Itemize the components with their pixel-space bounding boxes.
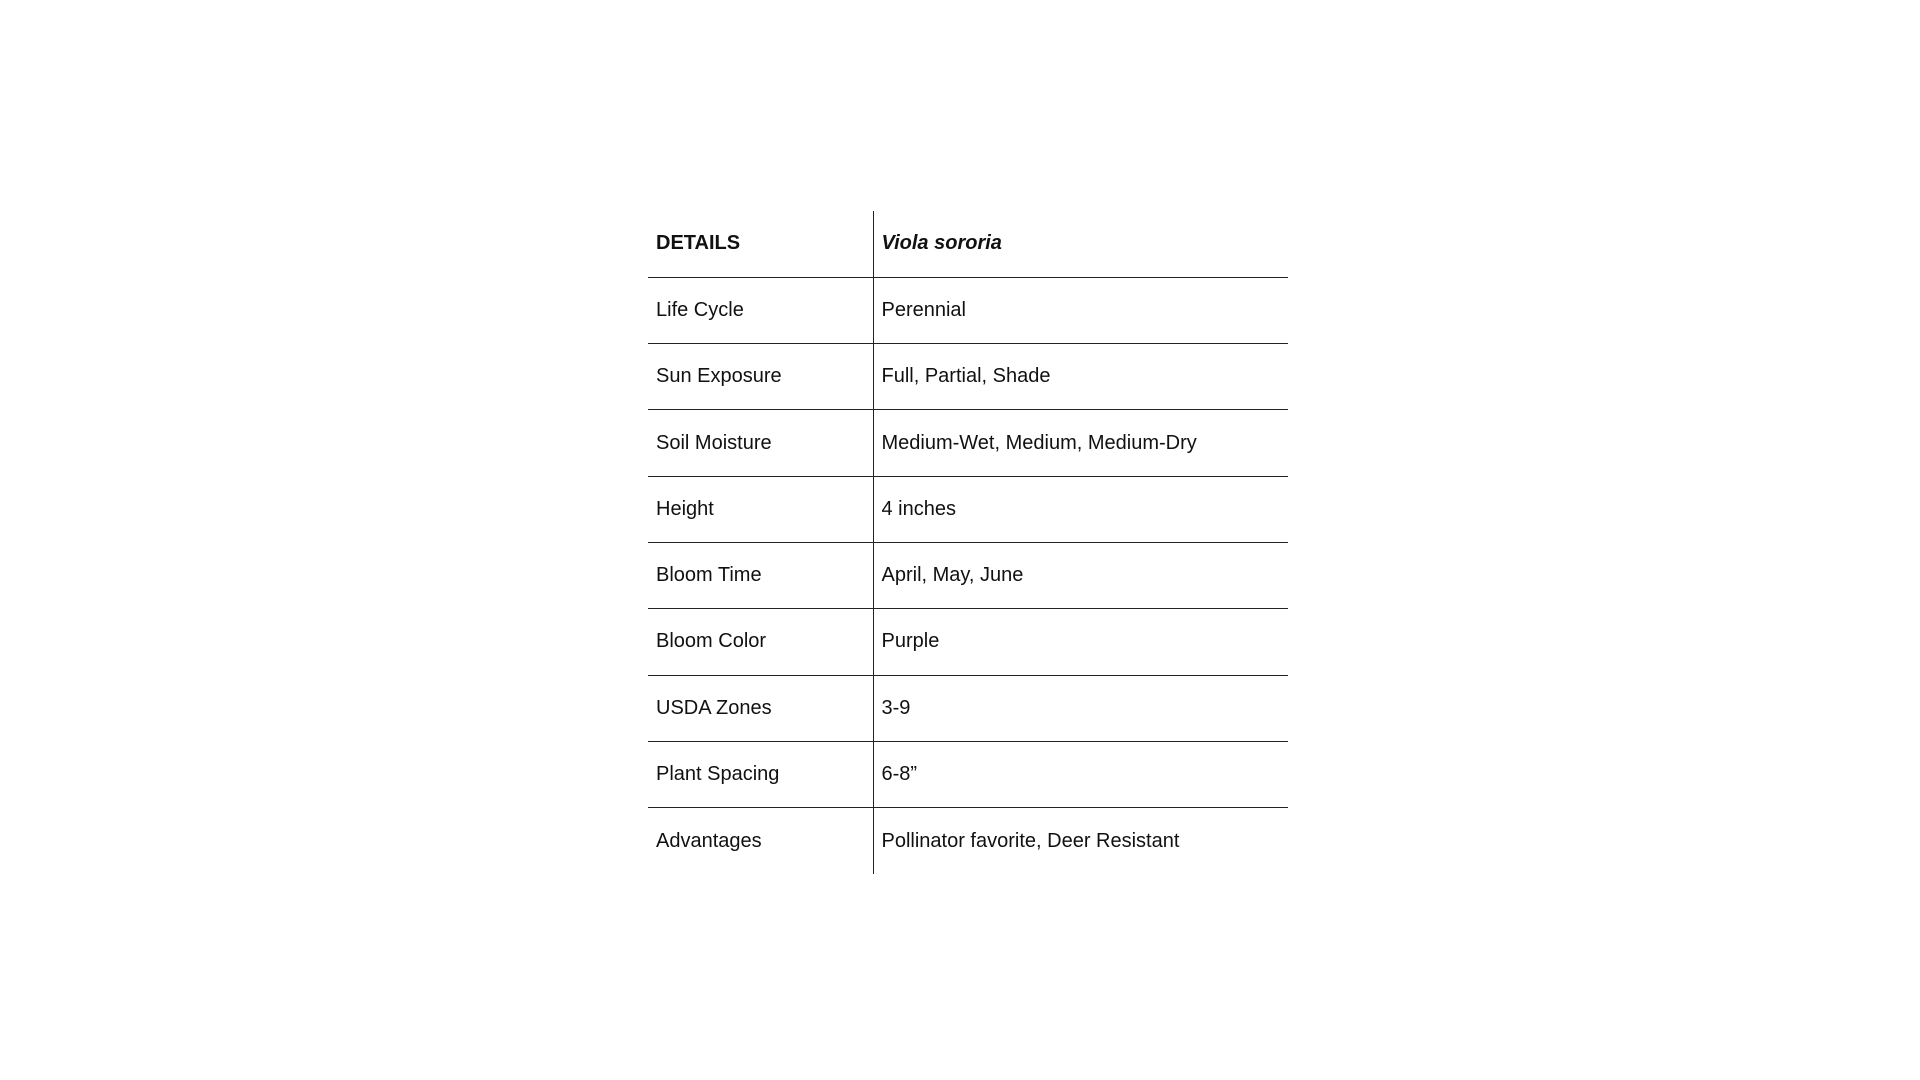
table-row [648, 808, 1288, 874]
row-value-sun-exposure: Full, Partial, Shade [873, 344, 1288, 410]
row-label-bloom-time: Bloom Time [648, 542, 873, 608]
table-row [648, 476, 1288, 542]
table-row [648, 344, 1288, 410]
header-details-label: DETAILS [648, 211, 873, 277]
row-label-usda-zones: USDA Zones [648, 675, 873, 741]
table-row [648, 542, 1288, 608]
table-row [648, 741, 1288, 807]
row-value-soil-moisture: Medium-Wet, Medium, Medium-Dry [873, 410, 1288, 476]
table-row [648, 675, 1288, 741]
row-value-life-cycle: Perennial [873, 277, 1288, 343]
row-value-usda-zones: 3-9 [873, 675, 1288, 741]
row-value-bloom-color: Purple [873, 609, 1288, 675]
row-value-bloom-time: April, May, June [873, 542, 1288, 608]
table-row [648, 410, 1288, 476]
table-header-row [648, 211, 1288, 277]
row-label-soil-moisture: Soil Moisture [648, 410, 873, 476]
row-value-height: 4 inches [873, 476, 1288, 542]
row-label-bloom-color: Bloom Color [648, 609, 873, 675]
header-species-name: Viola sororia [873, 211, 1288, 277]
table-row [648, 609, 1288, 675]
plant-details-table [648, 211, 1288, 874]
row-label-life-cycle: Life Cycle [648, 277, 873, 343]
row-label-plant-spacing: Plant Spacing [648, 741, 873, 807]
row-label-height: Height [648, 476, 873, 542]
row-label-advantages: Advantages [648, 808, 873, 874]
row-label-sun-exposure: Sun Exposure [648, 344, 873, 410]
table-row [648, 277, 1288, 343]
row-value-plant-spacing: 6-8” [873, 741, 1288, 807]
row-value-advantages: Pollinator favorite, Deer Resistant [881, 829, 1180, 852]
